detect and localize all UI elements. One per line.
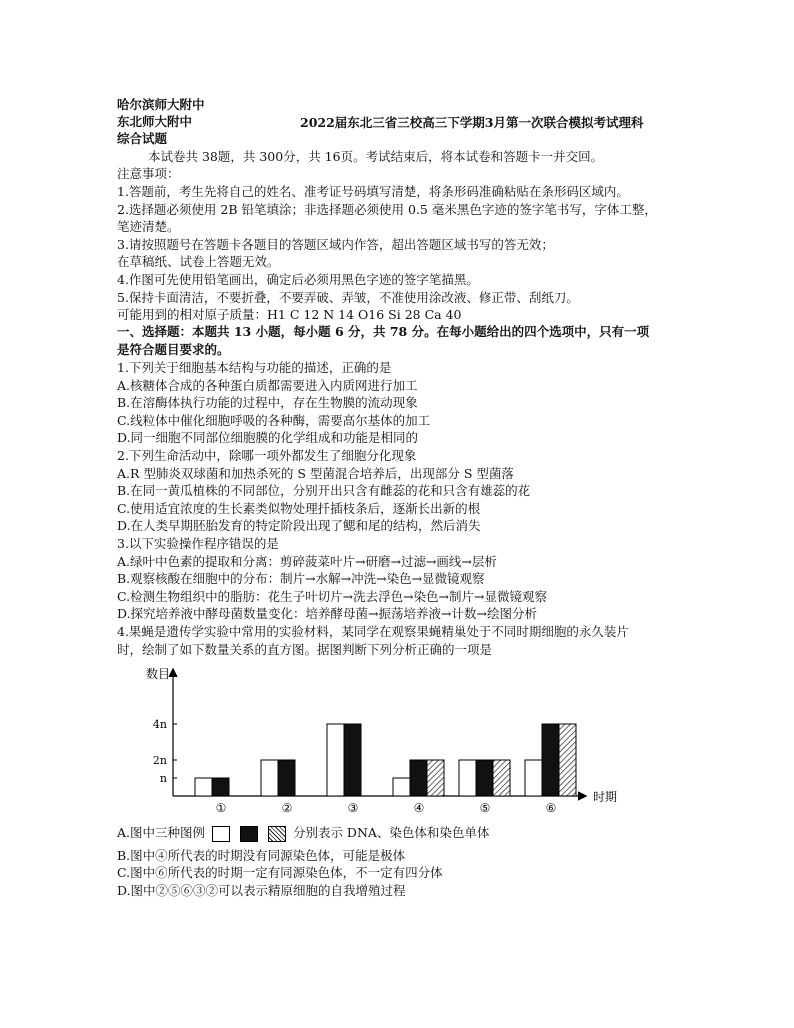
question-option-d: D.图中②⑤⑥③②可以表示精原细胞的自我增殖过程 bbox=[117, 883, 406, 898]
x-tick-label: ④ bbox=[413, 801, 425, 814]
section-heading-cont: 是符合题目要求的。 bbox=[117, 342, 230, 357]
bar-black bbox=[476, 760, 493, 796]
note-line: 笔迹清楚。 bbox=[117, 219, 180, 234]
option-a-prefix: A.图中三种图例 bbox=[117, 825, 206, 840]
x-tick-label: ① bbox=[215, 801, 227, 814]
question-option: D.同一细胞不同部位细胞膜的化学组成和功能是相同的 bbox=[117, 430, 419, 445]
x-tick-label: ② bbox=[281, 801, 293, 814]
bar-black bbox=[542, 724, 559, 796]
note-line: 5.保持卡面清洁，不要折叠，不要弄破、弄皱，不准使用涂改液、修正带、刮纸刀。 bbox=[117, 290, 579, 305]
bar-black bbox=[410, 760, 427, 796]
bar-black bbox=[212, 778, 229, 796]
bar-white bbox=[261, 760, 278, 796]
bar-hatch bbox=[559, 724, 576, 796]
question-option: B.在同一黄瓜植株的不同部位，分别开出只含有雌蕊的花和只含有雄蕊的花 bbox=[117, 483, 531, 498]
note-line: 1.答题前，考生先将自己的姓名、准考证号码填写清楚，将条形码准确粘贴在条形码区域内。 bbox=[117, 184, 629, 199]
question-stem: 2.下列生命活动中，除哪一项外都发生了细胞分化现象 bbox=[117, 448, 417, 463]
bar-white bbox=[525, 760, 542, 796]
legend-black-box bbox=[240, 826, 258, 842]
school-name-2: 东北师大附中 bbox=[117, 114, 193, 129]
y-tick-label: 4n bbox=[152, 718, 167, 731]
bar-hatch bbox=[493, 760, 510, 796]
bar-black bbox=[344, 724, 361, 796]
question-option: C.使用适宜浓度的生长素类似物处理扦插枝条后，逐渐长出新的根 bbox=[117, 501, 481, 516]
question-option: D.在人类早期胚胎发育的特定阶段出现了鳃和尾的结构，然后消失 bbox=[117, 518, 481, 533]
question-option: A.绿叶中色素的提取和分离：剪碎菠菜叶片→研磨→过滤→画线→层析 bbox=[117, 554, 497, 569]
question-stem: 4.果蝇是遗传学实验中常用的实验材料，某同学在观察果蝇精巢处于不同时期细胞的永久装片 bbox=[117, 624, 629, 639]
exam-subtitle: 综合试题 bbox=[117, 131, 168, 146]
question-stem: 1.下列关于细胞基本结构与功能的描述，正确的是 bbox=[117, 360, 392, 375]
x-axis-label: 时期 bbox=[593, 790, 618, 804]
question-option: B.观察核酸在细胞中的分布：制片→水解→冲洗→染色→显微镜观察 bbox=[117, 571, 485, 586]
exam-title: 2022届东北三省三校高三下学期3月第一次联合模拟考试理科 bbox=[300, 115, 644, 130]
question-option: A.R 型肺炎双球菌和加热杀死的 S 型菌混合培养后，出现部分 S 型菌落 bbox=[117, 466, 514, 481]
question-stem: 3.以下实验操作程序错误的是 bbox=[117, 536, 279, 551]
school-name-1: 哈尔滨师大附中 bbox=[117, 97, 205, 112]
section-heading: 一、选择题：本题共 13 小题，每小题 6 分，共 78 分。在每小题给出的四个选项中，只有一项 bbox=[117, 324, 650, 339]
notes-heading: 注意事项： bbox=[117, 166, 180, 181]
bar-white bbox=[327, 724, 344, 796]
bar-white bbox=[459, 760, 476, 796]
bar-white bbox=[195, 778, 212, 796]
question-option: C.检测生物组织中的脂肪：花生子叶切片→洗去浮色→染色→制片→显微镜观察 bbox=[117, 589, 547, 604]
question-option-b: B.图中④所代表的时期没有同源染色体，可能是极体 bbox=[117, 848, 406, 863]
x-tick-label: ⑤ bbox=[479, 801, 491, 814]
bar-black bbox=[278, 760, 295, 796]
y-axis-label: 数目 bbox=[146, 667, 171, 681]
legend-white-box bbox=[212, 826, 230, 842]
note-line: 4.作图可先使用铅笔画出，确定后必须用黑色字迹的签字笔描黑。 bbox=[117, 272, 479, 287]
intro-text: 本试卷共 38题，共 300分，共 16页。考试结束后，将本试卷和答题卡一并交回。 bbox=[148, 149, 604, 164]
atomic-mass-line: 可能用到的相对原子质量：H1 C 12 N 14 O16 Si 28 Ca 40 bbox=[117, 307, 462, 322]
question-option-c: C.图中⑥所代表的时期一定有同源染色体，不一定有四分体 bbox=[117, 865, 443, 880]
question-option: C.线粒体中催化细胞呼吸的各种酶，需要高尔基体的加工 bbox=[117, 413, 431, 428]
question-option: A.核糖体合成的各种蛋白质都需要进入内质网进行加工 bbox=[117, 378, 418, 393]
question-option: B.在溶酶体执行功能的过程中，存在生物膜的流动现象 bbox=[117, 395, 418, 410]
bar-hatch bbox=[427, 760, 444, 796]
question-option-a bbox=[117, 823, 489, 843]
y-tick-label: n bbox=[159, 772, 167, 785]
note-line: 在草稿纸、试卷上答题无效。 bbox=[117, 254, 280, 269]
note-line: 2.选择题必须使用 2B 铅笔填涂；非选择题必须使用 0.5 毫米黑色字迹的签字笔书写，字体工整， bbox=[117, 202, 657, 217]
legend-hatch-box bbox=[268, 826, 286, 842]
y-tick-label: 2n bbox=[152, 754, 167, 767]
x-tick-label: ⑥ bbox=[545, 801, 557, 814]
question-stem-cont: 时，绘制了如下数量关系的直方图。据图判断下列分析正确的一项是 bbox=[117, 642, 493, 657]
x-tick-label: ③ bbox=[347, 801, 359, 814]
question-option: D.探究培养液中酵母菌数量变化：培养酵母菌→振荡培养液→计数→绘图分析 bbox=[117, 606, 537, 621]
bar-white bbox=[393, 778, 410, 796]
option-a-suffix: 分别表示 DNA、染色体和染色单体 bbox=[292, 825, 490, 840]
histogram-chart bbox=[140, 662, 660, 814]
note-line: 3.请按照题号在答题卡各题目的答题区域内作答，超出答题区域书写的答无效； bbox=[117, 237, 554, 252]
